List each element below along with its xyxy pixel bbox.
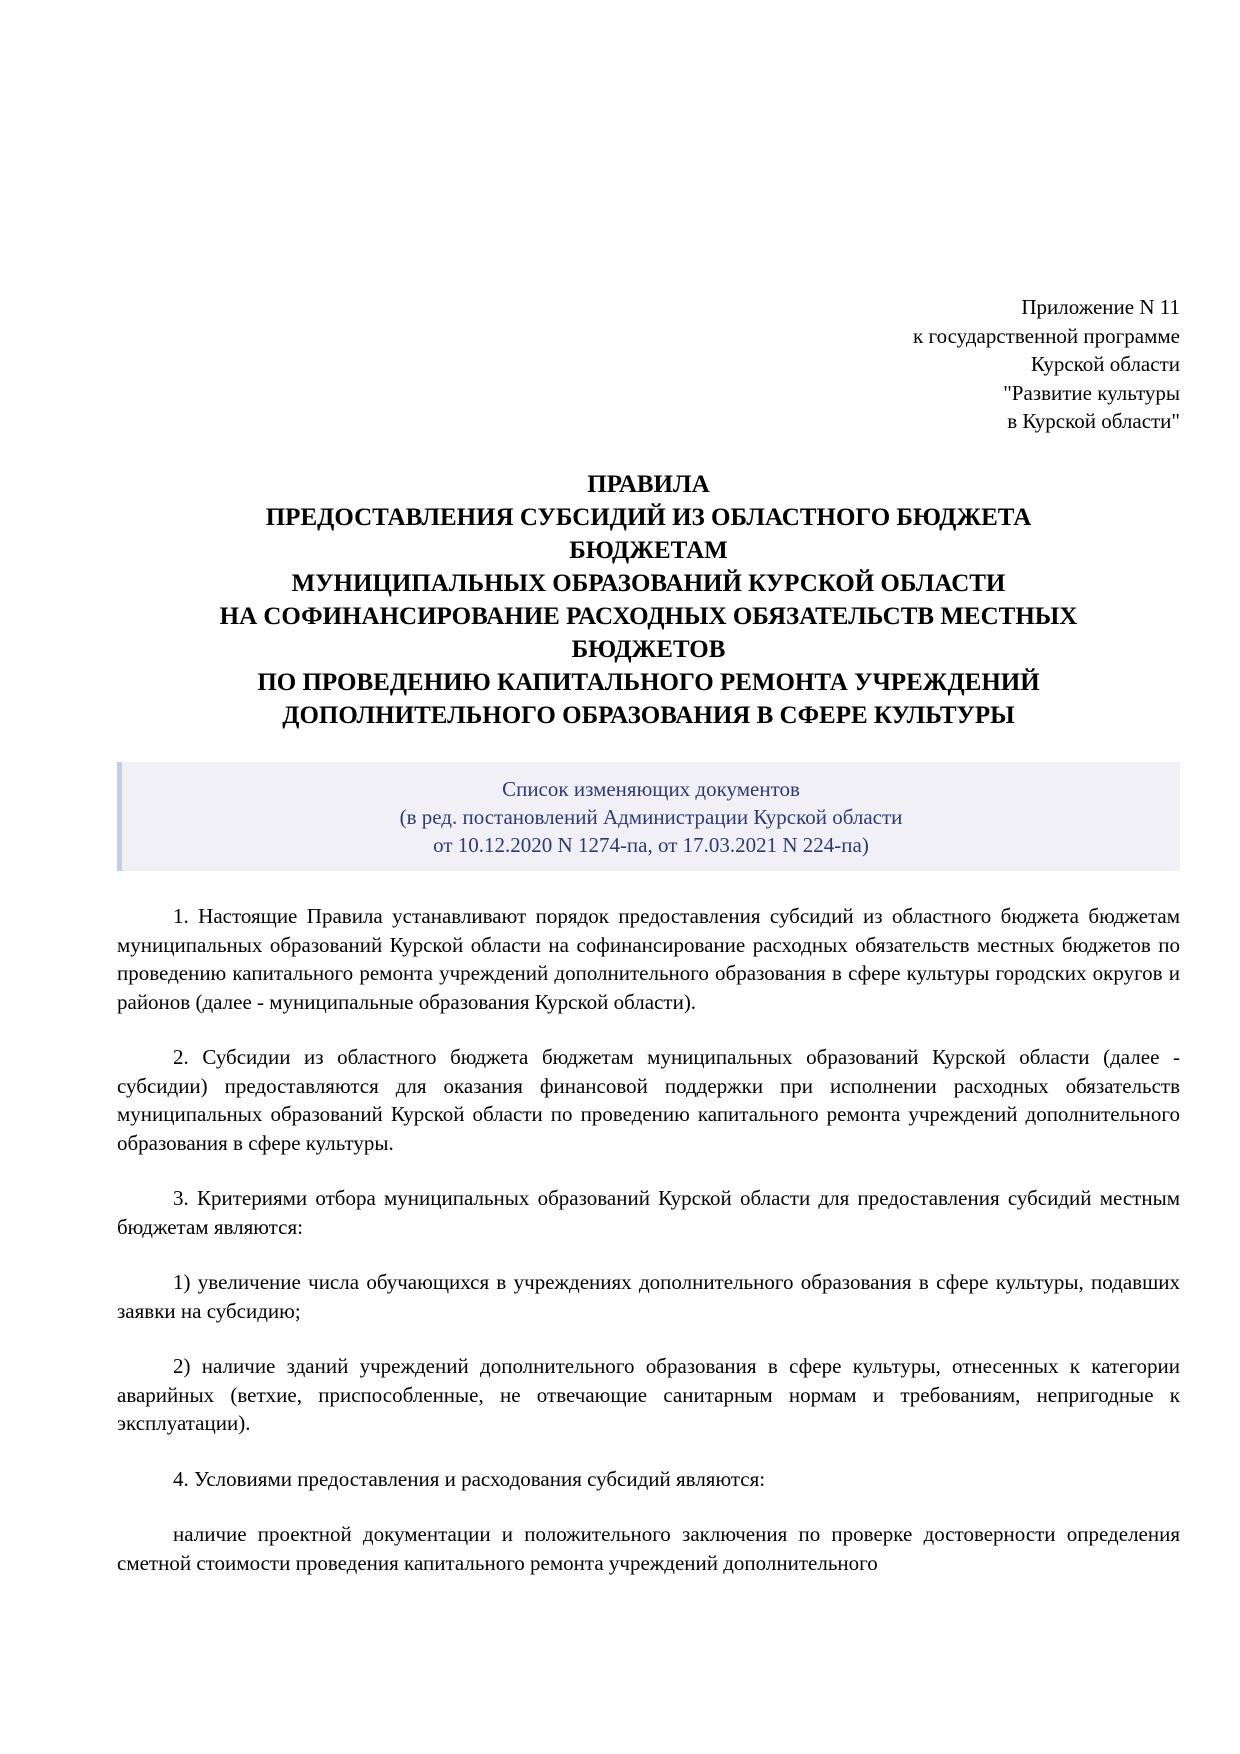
paragraph: 1) увеличение числа обучающихся в учреждениях дополнительного образования в сфере культуры, подавших заявки на субсидию; xyxy=(117,1270,1180,1323)
paragraph: 2) наличие зданий учреждений дополнительного образования в сфере культуры, отнесенных к категории аварийных (ветхие, приспособленные, не отвечающие санитарным нормам и требованиям, непригодные к эксплуатации). xyxy=(117,1354,1180,1435)
title-line: БЮДЖЕТОВ xyxy=(571,636,726,663)
title-line: ДОПОЛНИТЕЛЬНОГО ОБРАЗОВАНИЯ В СФЕРЕ КУЛЬТУРЫ xyxy=(282,702,1015,729)
appendix-line: "Развитие культуры xyxy=(1003,380,1180,405)
title-line: МУНИЦИПАЛЬНЫХ ОБРАЗОВАНИЙ КУРСКОЙ ОБЛАСТИ xyxy=(291,570,1006,597)
title-line: ПРЕДОСТАВЛЕНИЯ СУБСИДИЙ ИЗ ОБЛАСТНОГО БЮДЖЕТА xyxy=(265,504,1032,531)
title-line: НА СОФИНАНСИРОВАНИЕ РАСХОДНЫХ ОБЯЗАТЕЛЬСТВ МЕСТНЫХ xyxy=(219,603,1078,630)
title-line: ПРАВИЛА xyxy=(587,471,710,498)
appendix-line: Приложение N 11 xyxy=(1021,295,1180,319)
appendix-line: в Курской области" xyxy=(1007,409,1180,433)
amendments-line: (в ред. постановлений Администрации Курской области xyxy=(399,805,903,829)
paragraph: наличие проектной документации и положительного заключения по проверке достоверности определения сметной стоимости проведения капитального ремонта учреждений дополнительного xyxy=(117,1522,1180,1575)
document-body xyxy=(117,902,1180,1577)
appendix-header xyxy=(913,293,1180,436)
paragraph: 2. Субсидии из областного бюджета бюджетам муниципальных образований Курской области (далее - субсидии) предоставляются для оказания финансовой поддержки при исполнении расходных обязательств муниципальных образований Курской области по проведению капитального ремонта учреждений дополнительного образования в сфере культуры. xyxy=(117,1045,1180,1155)
paragraph: 3. Критериями отбора муниципальных образований Курской области для предоставления субсидий местным бюджетам являются: xyxy=(117,1186,1180,1239)
title-line: БЮДЖЕТАМ xyxy=(569,537,728,564)
paragraph: 1. Настоящие Правила устанавливают порядок предоставления субсидий из областного бюджета бюджетам муниципальных образований Курской области на софинансирование расходных обязательств местных бюджетов по проведению капитального ремонта учреждений дополнительного образования в сфере культуры городских округов и районов (далее - муниципальные образования Курской области). xyxy=(117,904,1180,1014)
amendments-line: от 10.12.2020 N 1274-па, от 17.03.2021 N 224-па) xyxy=(433,833,869,857)
paragraph: 4. Условиями предоставления и расходования субсидий являются: xyxy=(173,1466,766,1491)
amendments-box xyxy=(117,762,1180,871)
appendix-line: Курской области xyxy=(1030,352,1180,376)
amendments-heading: Список изменяющих документов xyxy=(502,777,800,801)
document-title xyxy=(117,468,1180,732)
appendix-line: к государственной программе xyxy=(913,323,1180,348)
title-line: ПО ПРОВЕДЕНИЮ КАПИТАЛЬНОГО РЕМОНТА УЧРЕЖДЕНИЙ xyxy=(257,669,1040,696)
